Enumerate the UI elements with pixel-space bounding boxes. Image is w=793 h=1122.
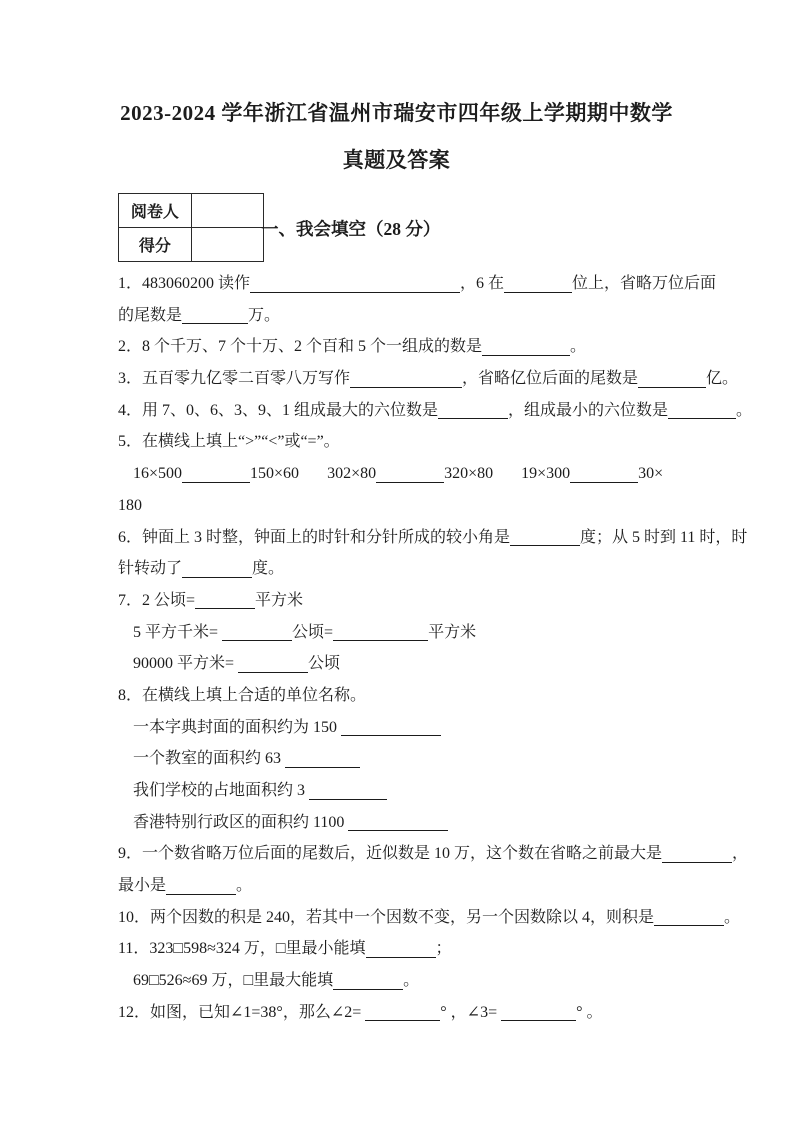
question-line (118, 838, 763, 870)
question-text: 11．323□598≈324 万，□里最小能填 (118, 940, 366, 958)
question-text: 1．483060200 读作 (118, 275, 251, 292)
blank-underline (482, 355, 570, 356)
question-line (118, 965, 763, 997)
question-line (118, 553, 763, 585)
blank-underline (348, 830, 448, 831)
blank-underline (309, 799, 387, 800)
question-line (118, 522, 763, 554)
blank-underline (366, 957, 436, 958)
question-text: ，组成最小的六位数是 (508, 401, 669, 419)
question-text: 2．8 个千万、7 个十万、2 个百和 5 个一组成的数是 (118, 338, 483, 356)
blank-underline (285, 767, 360, 768)
question-line (118, 680, 763, 712)
question-text: 180 (118, 496, 142, 514)
question-line (118, 300, 763, 332)
question-line (118, 997, 763, 1029)
question-text: 8．在横线上填上合适的单位名称。 (118, 686, 367, 704)
question-text: ，6 在 (460, 275, 505, 292)
blank-underline (182, 482, 250, 483)
question-text: 万。 (248, 306, 281, 324)
question-text: 150×60 (250, 465, 300, 483)
question-text: 7．2 公顷= (118, 591, 196, 609)
page-title (0, 0, 793, 184)
question-text: 4．用 7、0、6、3、9、1 组成最大的六位数是 (118, 401, 439, 419)
question-text: 90000 平方米= (133, 655, 239, 673)
question-line (118, 712, 763, 744)
question-text: 一本字典封面的面积约为 150 (133, 718, 342, 736)
question-text: 12．如图，已知∠1=38°，那么∠2= (118, 1003, 366, 1021)
question-text: 302×80 (327, 465, 377, 483)
question-text: 30× (638, 465, 664, 483)
blank-underline (350, 387, 462, 388)
question-text: 度。 (252, 560, 285, 578)
question-text: 针转动了 (118, 560, 183, 578)
question-text: 位上，省略万位后面 (572, 275, 717, 292)
question-line (118, 648, 763, 680)
question-text: 。 (236, 877, 253, 895)
grader-row (119, 194, 264, 228)
question-text: ° 。 (576, 1003, 603, 1021)
question-line (118, 902, 763, 934)
question-text: 。 (724, 908, 741, 926)
score-value-cell (191, 228, 263, 262)
question-line (118, 585, 763, 617)
grader-value-cell (191, 194, 263, 228)
question-line (118, 807, 763, 839)
blank-underline (668, 418, 736, 419)
blank-underline (438, 418, 508, 419)
blank-underline (333, 989, 403, 990)
question-text: 。 (736, 401, 753, 419)
questions-list (0, 261, 793, 1029)
question-text: 度；从 5 时到 11 时，时 (580, 528, 748, 546)
question-text: 公顷 (308, 655, 341, 673)
question-line (118, 490, 763, 522)
question-text: 一个教室的面积约 63 (133, 750, 286, 768)
question-line (118, 331, 763, 363)
blank-underline (195, 608, 255, 609)
question-text: 亿。 (706, 370, 739, 388)
question-text: 9．一个数省略万位后面的尾数后，近似数是 10 万，这个数在省略之前最大是 (118, 845, 663, 863)
title-line-1: 2023-2024 学年浙江省温州市瑞安市四年级上学期期中数学 (120, 101, 673, 125)
question-line (118, 363, 763, 395)
title-line-2: 真题及答案 (342, 148, 451, 172)
blank-underline (166, 894, 236, 895)
question-text: 6．钟面上 3 时整，钟面上的时针和分针所成的较小角是 (118, 528, 511, 546)
score-label: 得分 (119, 228, 192, 262)
question-text: 19×300 (521, 465, 571, 483)
question-text: 平方米 (255, 591, 304, 609)
question-line (118, 775, 763, 807)
question-line (118, 458, 763, 490)
question-text: ，省略亿位后面的尾数是 (462, 370, 639, 388)
question-text: 16×500 (133, 465, 183, 483)
blank-underline (182, 323, 248, 324)
blank-underline (333, 640, 428, 641)
question-text: ； (435, 940, 452, 958)
blank-underline (501, 1020, 576, 1021)
grader-label: 阅卷人 (119, 194, 192, 228)
blank-underline (504, 292, 572, 293)
blank-underline (376, 482, 444, 483)
question-text: 。 (403, 972, 420, 990)
question-text: ， (732, 845, 749, 863)
section-heading: 一、我会填空（28 分） (261, 219, 441, 239)
grading-table (118, 193, 264, 262)
score-row (119, 228, 264, 262)
question-text: 香港特别行政区的面积约 1100 (133, 813, 349, 831)
question-line (118, 395, 763, 427)
question-line (118, 743, 763, 775)
blank-underline (638, 387, 706, 388)
question-line (118, 933, 763, 965)
question-text: 3．五百零九亿零二百零八万写作 (118, 370, 351, 388)
blank-underline (341, 735, 441, 736)
question-text: 公顷= (292, 623, 334, 641)
blank-underline (654, 925, 724, 926)
question-line (118, 617, 763, 649)
blank-underline (238, 672, 308, 673)
blank-underline (182, 577, 252, 578)
question-text: 。 (570, 338, 587, 356)
question-text: 10．两个因数的积是 240，若其中一个因数不变，另一个因数除以 4，则积是 (118, 908, 655, 926)
question-text: 我们学校的占地面积约 3 (133, 782, 310, 799)
blank-underline (365, 1020, 440, 1021)
question-text: ° ，∠3= (440, 1003, 502, 1021)
blank-underline (662, 862, 732, 863)
blank-underline (222, 640, 292, 641)
blank-underline (250, 292, 460, 293)
question-line (118, 268, 763, 300)
question-text: 320×80 (444, 465, 494, 483)
question-text: 最小是 (118, 877, 167, 895)
question-text: 69□526≈69 万，□里最大能填 (133, 972, 334, 990)
question-line (118, 426, 763, 458)
question-text: 的尾数是 (118, 306, 183, 324)
question-line (118, 870, 763, 902)
question-text: 平方米 (428, 623, 477, 641)
blank-underline (510, 545, 580, 546)
blank-underline (570, 482, 638, 483)
question-text: 5．在横线上填上“>”“<”或“=”。 (118, 433, 340, 451)
grading-header-row (0, 194, 793, 261)
question-text: 5 平方千米= (133, 623, 223, 641)
